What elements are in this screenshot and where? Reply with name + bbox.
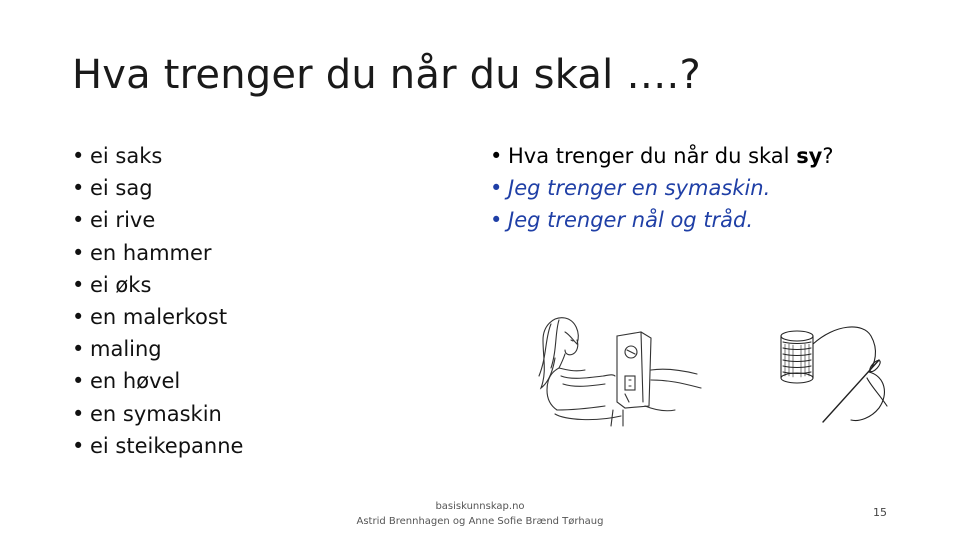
dialogue-list — [490, 140, 834, 237]
list-item: • ei rive — [72, 208, 156, 233]
list-item: • en malerkost — [72, 305, 228, 330]
list-item: • maling — [72, 337, 162, 362]
list-item: • ei saks — [72, 144, 163, 168]
answer-item: • Jeg trenger nål og tråd. — [490, 208, 754, 233]
footer-site: basiskunnskap.no — [435, 501, 525, 512]
woman-sewing-machine-sketch — [525, 310, 705, 430]
footer-credit — [300, 499, 660, 529]
slide-title: Hva trenger du når du skal ….? — [72, 52, 701, 98]
question-item: • Hva trenger du når du skal sy? — [490, 144, 834, 168]
needle-and-thread-sketch — [775, 314, 893, 430]
page-number: 15 — [873, 506, 887, 519]
list-item: • ei steikepanne — [72, 433, 244, 458]
question-verb: sy — [796, 144, 823, 168]
list-item: • ei øks — [72, 272, 152, 297]
list-item: • ei sag — [72, 176, 153, 201]
list-item: • en hammer — [72, 240, 212, 265]
list-item: • en høvel — [72, 369, 181, 394]
footer-authors: Astrid Brennhagen og Anne Sofie Brænd Tørhaug — [356, 516, 604, 527]
tools-list — [72, 140, 243, 462]
answer-item: • Jeg trenger en symaskin. — [490, 176, 771, 201]
list-item: • en symaskin — [72, 401, 222, 426]
